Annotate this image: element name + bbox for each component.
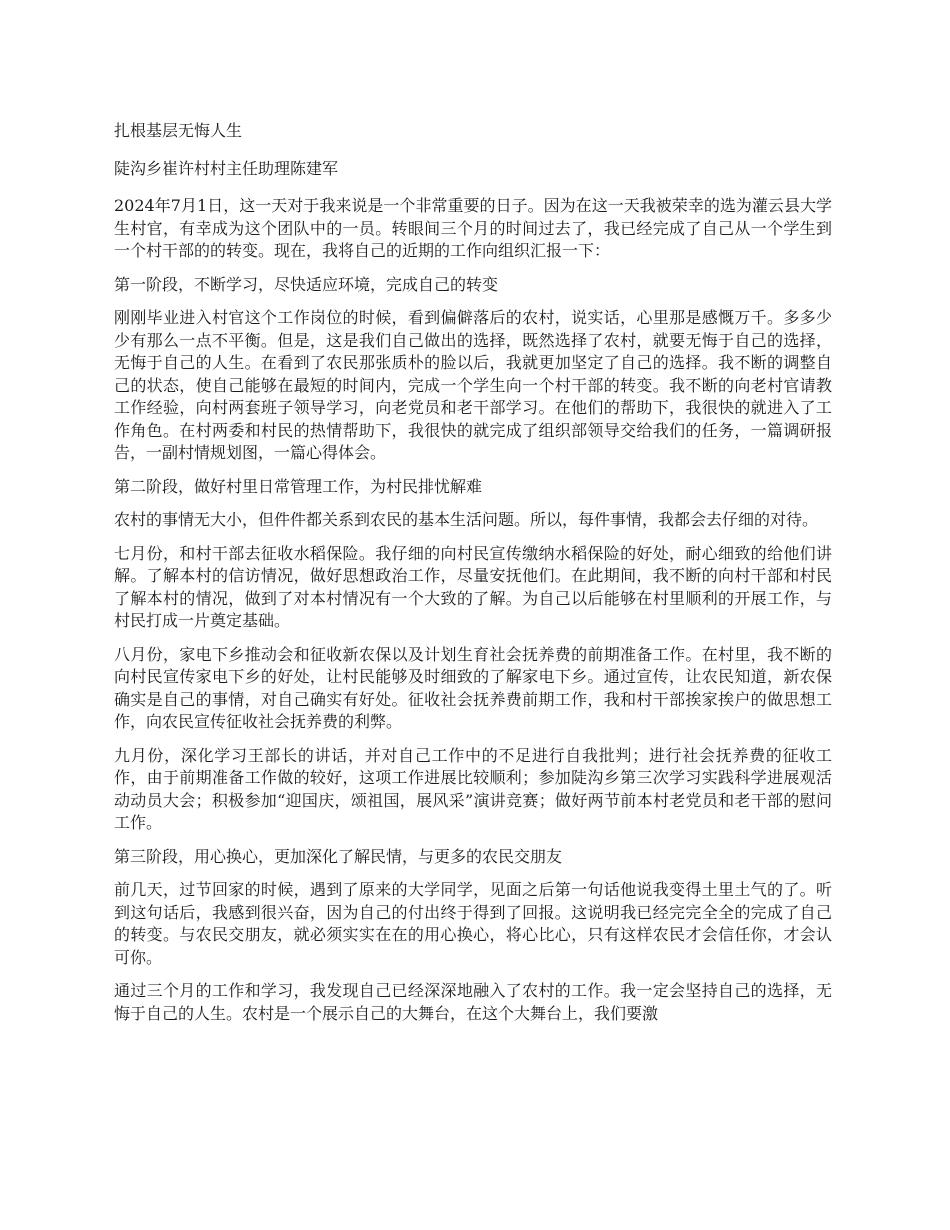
paragraph-august: 八月份，家电下乡推动会和征收新农保以及计划生育社会抚养费的前期准备工作。在村里，我不断的向村民宣传家电下乡的好处，让村民能够及时细致的了解家电下乡。通过宣传，让农民知道，新农保确实是自己的事情，对自己确实有好处。征收社会抚养费前期工作，我和村干部挨家挨户的做思想工作，向农民宣传征收社会抚养费的利弊。	[114, 644, 832, 731]
paragraph-conclusion: 通过三个月的工作和学习，我发现自己已经深深地融入了农村的工作。我一定会坚持自己的选择，无悔于自己的人生。农村是一个展示自己的大舞台，在这个大舞台上，我们要激	[114, 981, 832, 1023]
paragraph-july: 七月份，和村干部去征收水稻保险。我仔细的向村民宣传缴纳水稻保险的好处，耐心细致的给他们讲解。了解本村的信访情况，做好思想政治工作，尽量安抚他们。在此期间，我不断的向村干部和村民了解本村的情况，做到了对本村情况有一个大致的了解。为自己以后能够在村里顺利的开展工作，与村民打成一片奠定基础。	[114, 543, 832, 630]
paragraph-september: 九月份，深化学习王部长的讲话，并对自己工作中的不足进行自我批判；进行社会抚养费的征收工作，由于前期准备工作做的较好，这项工作进展比较顺利；参加陡沟乡第三次学习实践科学进展观活动动员大会；积极参加“迎国庆，颂祖国，展风采”演讲竞赛；做好两节前本村老党员和老干部的慰问工作。	[114, 745, 832, 832]
document-title: 扎根基层无悔人生	[114, 121, 243, 140]
paragraph-classmate: 前几天，过节回家的时候，遇到了原来的大学同学，见面之后第一句话他说我变得土里土气的了。听到这句话后，我感到很兴奋，因为自己的付出终于得到了回报。这说明我已经完完全全的完成了自己的转变。与农民交朋友，就必须实实在在的用心换心，将心比心，只有这样农民才会信任你，才会认可你。	[114, 880, 832, 967]
document-page	[114, 120, 832, 1036]
paragraph-rural-affairs: 农村的事情无大小，但件件都关系到农民的基本生活问题。所以，每件事情，我都会去仔细的对待。	[114, 510, 819, 529]
paragraph-intro: 2024年7月1日，这一天对于我来说是一个非常重要的日子。因为在这一天我被荣幸的选为灌云县大学生村官，有幸成为这个团队中的一员。转眼间三个月的时间过去了，我已经完成了自己从一个学生到一个村干部的的转变。现在，我将自己的近期的工作向组织汇报一下：	[114, 196, 832, 260]
section-heading-3: 第三阶段，用心换心，更加深化了解民情，与更多的农民交朋友	[114, 846, 563, 866]
document-byline: 陡沟乡崔许村村主任助理陈建军	[114, 158, 339, 178]
section-heading-2: 第二阶段，做好村里日常管理工作，为村民排忧解难	[114, 476, 483, 496]
section-heading-1: 第一阶段，不断学习，尽快适应环境，完成自己的转变	[114, 274, 499, 294]
paragraph-stage-1: 刚刚毕业进入村官这个工作岗位的时候，看到偏僻落后的农村，说实话，心里那是感慨万千。多多少少有那么一点不平衡。但是，这是我们自己做出的选择，既然选择了农村，就要无悔于自己的选择，无悔于自己的人生。在看到了农民那张质朴的脸以后，我就更加坚定了自己的选择。我不断的调整自己的状态，使自己能够在最短的时间内，完成一个学生向一个村干部的转变。我不断的向老村官请教工作经验，向村两套班子领导学习，向老党员和老干部学习。在他们的帮助下，我很快的就进入了工作角色。在村两委和村民的热情帮助下，我很快的就完成了组织部领导交给我们的任务，一篇调研报告，一副村情规划图，一篇心得体会。	[114, 308, 832, 462]
